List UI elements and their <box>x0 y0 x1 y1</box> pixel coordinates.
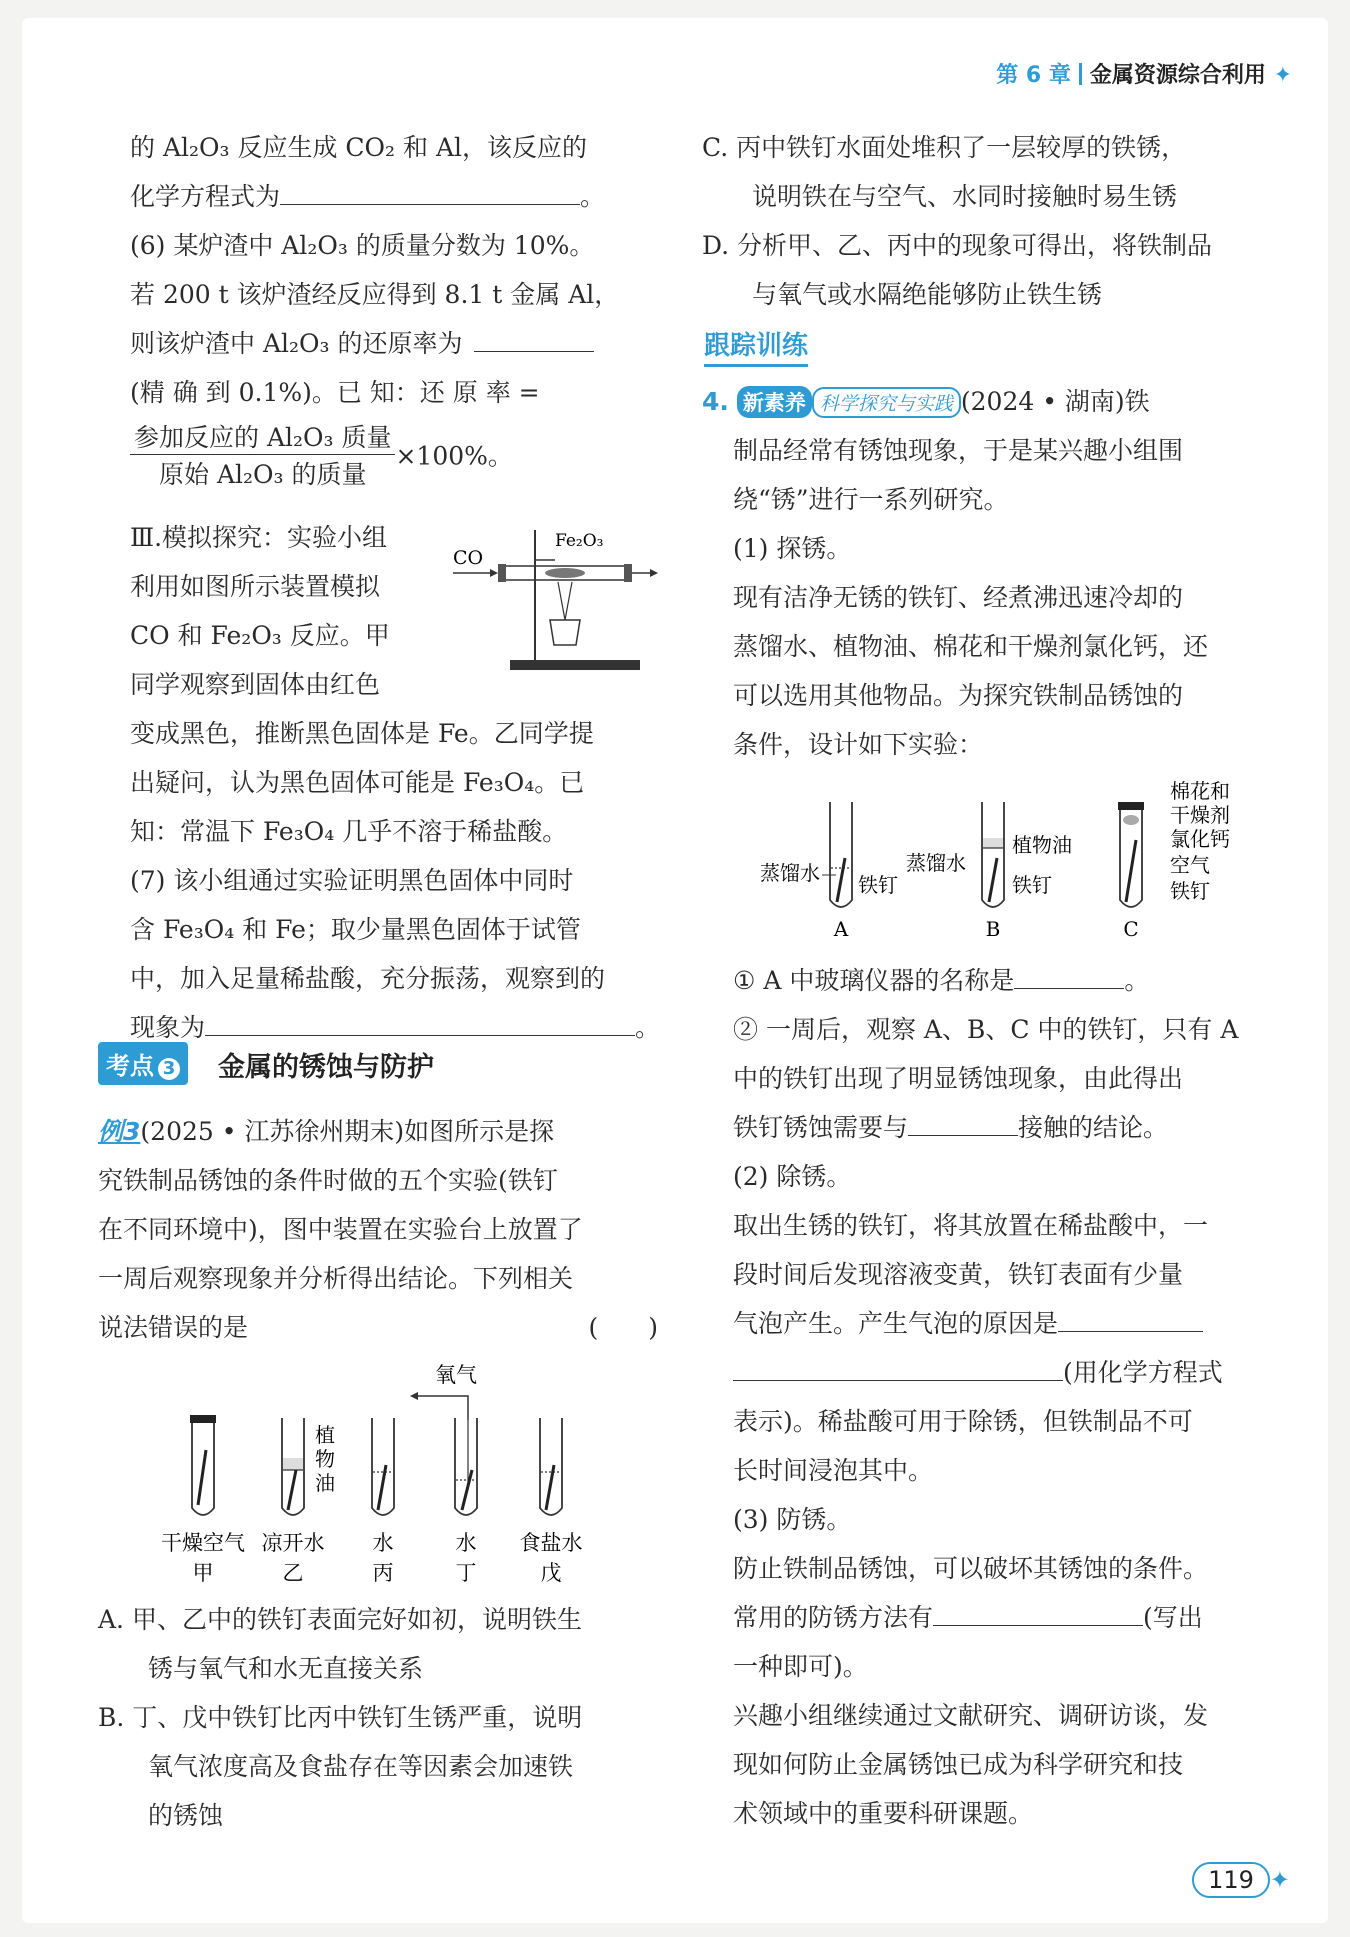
text-line: 现有洁净无锈的铁钉、经煮沸迅速冷却的 <box>733 583 1184 612</box>
text-line: 段时间后发现溶液变黄，铁钉表面有少量 <box>733 1260 1184 1289</box>
nail-label-b: 铁钉 <box>1012 873 1052 897</box>
text-line: 含 Fe₃O₄ 和 Fe；取少量黑色固体于试管 <box>130 915 581 944</box>
water-label-a: 蒸馏水 <box>760 861 820 885</box>
oil-label-b: 植物油 <box>1012 833 1072 857</box>
follow-up-training-heading: 跟踪训练 <box>704 325 808 367</box>
text-line: 知：常温下 Fe₃O₄ 几乎不溶于稀盐酸。 <box>130 817 568 846</box>
oil-label: 油 <box>315 1471 335 1495</box>
header-divider <box>1079 63 1082 85</box>
text-line: CO 和 Fe₂O₃ 反应。甲 <box>130 621 390 650</box>
inquiry-badge: 科学探究与实践 <box>812 387 961 418</box>
text-line: (7) 该小组通过实验证明黑色固体中同时 <box>130 866 574 895</box>
answer-bracket[interactable]: ( ) <box>588 1313 658 1342</box>
co-label: CO <box>453 547 484 569</box>
option-d: D. 分析甲、乙、丙中的现象可得出，将铁制品 <box>702 231 1213 260</box>
answer-blank[interactable] <box>733 1358 1063 1381</box>
tube-label: 食盐水 <box>519 1531 583 1555</box>
rust-experiment-figure <box>150 1360 620 1590</box>
tube-a-label: A <box>833 917 849 941</box>
answer-blank[interactable] <box>933 1603 1143 1626</box>
fraction-tail: ×100%。 <box>395 441 513 471</box>
sparkle-icon: ✦ <box>1269 1866 1290 1894</box>
text-line: 中，加入足量稀盐酸，充分振荡，观察到的 <box>130 964 606 993</box>
nail-rust-experiment-figure <box>750 780 1250 945</box>
chapter-number: 第 6 章 <box>996 63 1071 88</box>
text-line: 现象为 。 <box>130 1013 661 1042</box>
fraction <box>130 418 513 491</box>
nail-label-a: 铁钉 <box>858 873 898 897</box>
option-c-cont: 说明铁在与空气、水同时接触时易生锈 <box>752 182 1178 211</box>
tube-label: 丁 <box>455 1561 477 1585</box>
text-line: (2) 除锈。 <box>733 1162 852 1191</box>
page-number: 119 ✦ <box>1192 1862 1290 1898</box>
nail-label-c: 铁钉 <box>1170 879 1210 903</box>
fe2o3-label: Fe₂O₃ <box>555 531 604 551</box>
text-line: 取出生锈的铁钉，将其放置在稀盐酸中，一 <box>733 1211 1209 1240</box>
text-line: 利用如图所示装置模拟 <box>130 572 381 601</box>
text-line: (6) 某炉渣中 Al₂O₃ 的质量分数为 10%。 <box>130 231 595 260</box>
text-line: (3) 防锈。 <box>733 1505 852 1534</box>
answer-blank[interactable] <box>474 329 594 352</box>
co-reduction-apparatus-figure <box>450 520 670 680</box>
literacy-badge: 新素养 <box>737 386 812 418</box>
option-b-cont: 氧气浓度高及食盐存在等因素会加速铁 <box>148 1752 574 1781</box>
answer-blank[interactable] <box>908 1113 1018 1136</box>
chapter-title: 金属资源综合利用 <box>1089 63 1266 88</box>
option-a-cont: 锈与氧气和水无直接关系 <box>148 1654 424 1683</box>
text-line: 防止铁制品锈蚀，可以破坏其锈蚀的条件。 <box>733 1554 1209 1583</box>
air-label: 空气 <box>1170 853 1210 877</box>
sparkle-icon: ✦ <box>1273 63 1292 88</box>
text-line: 变成黑色，推断黑色固体是 Fe。乙同学提 <box>130 719 594 748</box>
water-label-b: 蒸馏水 <box>906 851 966 875</box>
text-line: 说法错误的是 ( ) <box>98 1308 658 1344</box>
question-4-header: 4. 新素养 科学探究与实践 (2024 • 湖南)铁 <box>702 387 1150 416</box>
question-number: 4. <box>702 387 729 416</box>
text-line: 长时间浸泡其中。 <box>733 1456 934 1485</box>
tube-label: 戊 <box>540 1561 562 1585</box>
answer-blank[interactable] <box>1014 966 1124 989</box>
answer-blank[interactable] <box>1058 1309 1203 1332</box>
example-label: 例3 <box>98 1117 141 1146</box>
fraction-denominator: 原始 Al₂O₃ 的质量 <box>159 460 367 489</box>
text-line: (1) 探锈。 <box>733 534 852 563</box>
section-number: 3 <box>158 1058 180 1080</box>
text-line: 蒸馏水、植物油、棉花和干燥剂氯化钙，还 <box>733 632 1209 661</box>
section-tag: 考点 3 <box>98 1042 188 1085</box>
text-line: 在不同环境中)，图中装置在实验台上放置了 <box>98 1215 583 1244</box>
option-a: A. 甲、乙中的铁钉表面完好如初，说明铁生 <box>98 1605 582 1634</box>
text-line: 中的铁钉出现了明显锈蚀现象，由此得出 <box>733 1064 1184 1093</box>
tube-label: 水 <box>455 1531 477 1555</box>
fraction-numerator: 参加反应的 Al₂O₃ 质量 <box>130 418 395 455</box>
text-line: 究铁制品锈蚀的条件时做的五个实验(铁钉 <box>98 1166 558 1195</box>
answer-blank[interactable] <box>280 182 580 205</box>
tube-label: 甲 <box>192 1561 214 1585</box>
option-c: C. 丙中铁钉水面处堆积了一层较厚的铁锈， <box>702 133 1187 162</box>
text-line: 一种即可)。 <box>733 1652 868 1681</box>
oil-label: 植 <box>315 1423 335 1447</box>
text-line: 表示)。稀盐酸可用于除锈，但铁制品不可 <box>733 1407 1193 1436</box>
text-line: 气泡产生。产生气泡的原因是 <box>733 1304 1203 1340</box>
text-line: 常用的防锈方法有 (写出 <box>733 1603 1203 1632</box>
text-line: 一周后观察现象并分析得出结论。下列相关 <box>98 1264 574 1293</box>
cotton-label: 棉花和 <box>1170 780 1230 803</box>
text-line: 条件，设计如下实验： <box>733 730 984 759</box>
section-title: 金属的锈蚀与防护 <box>218 1052 434 1083</box>
chapter-header <box>996 58 1292 89</box>
text-line: 出疑问，认为黑色固体可能是 Fe₃O₄。已 <box>130 768 585 797</box>
tube-label: 水 <box>372 1531 394 1555</box>
text-line: 若 200 t 该炉渣经反应得到 8.1 t 金属 Al， <box>130 280 620 309</box>
text-line: (用化学方程式 <box>733 1353 1223 1389</box>
text-line: ① A 中玻璃仪器的名称是 。 <box>733 966 1150 995</box>
cotton-label: 氯化钙 <box>1170 827 1230 851</box>
text-line: Ⅲ.模拟探究：实验小组 <box>130 523 388 552</box>
text-line: 铁钉锈蚀需要与 接触的结论。 <box>733 1113 1169 1142</box>
option-d-cont: 与氧气或水隔绝能够防止铁生锈 <box>752 280 1103 309</box>
tube-b-label: B <box>985 917 1001 941</box>
tube-c-label: C <box>1123 917 1139 941</box>
text-line: 的 Al₂O₃ 反应生成 CO₂ 和 Al，该反应的 <box>130 133 588 162</box>
text-line: ② 一周后，观察 A、B、C 中的铁钉，只有 A <box>733 1015 1239 1044</box>
oil-label: 物 <box>315 1447 335 1471</box>
text-line: 现如何防止金属锈蚀已成为科学研究和技 <box>733 1750 1184 1779</box>
answer-blank[interactable] <box>205 1013 635 1036</box>
option-b-cont: 的锈蚀 <box>148 1801 224 1830</box>
cotton-label: 干燥剂 <box>1170 803 1230 827</box>
text-line: 化学方程式为 。 <box>130 182 606 211</box>
text-line: 兴趣小组继续通过文献研究、调研访谈，发 <box>733 1701 1209 1730</box>
text-line: 则该炉渣中 Al₂O₃ 的还原率为 <box>130 324 594 360</box>
tube-label: 乙 <box>282 1561 304 1585</box>
tube-label: 凉开水 <box>261 1531 325 1555</box>
text-line: 可以选用其他物品。为探究铁制品锈蚀的 <box>733 681 1184 710</box>
text-line: 同学观察到固体由红色 <box>130 670 381 699</box>
tube-label: 干燥空气 <box>161 1531 245 1555</box>
oxygen-label: 氧气 <box>435 1363 477 1387</box>
text-line: 绕“锈”进行一系列研究。 <box>733 485 1009 514</box>
text-line: (精 确 到 0.1%)。已 知：还 原 率 = <box>130 378 540 407</box>
tube-label: 丙 <box>372 1561 394 1585</box>
text-line: 制品经常有锈蚀现象，于是某兴趣小组围 <box>733 436 1184 465</box>
text-line: 术领域中的重要科研课题。 <box>733 1799 1034 1828</box>
option-b: B. 丁、戊中铁钉比丙中铁钉生锈严重，说明 <box>98 1703 583 1732</box>
text-line: 例3(2025 • 江苏徐州期末)如图所示是探 <box>98 1117 555 1146</box>
